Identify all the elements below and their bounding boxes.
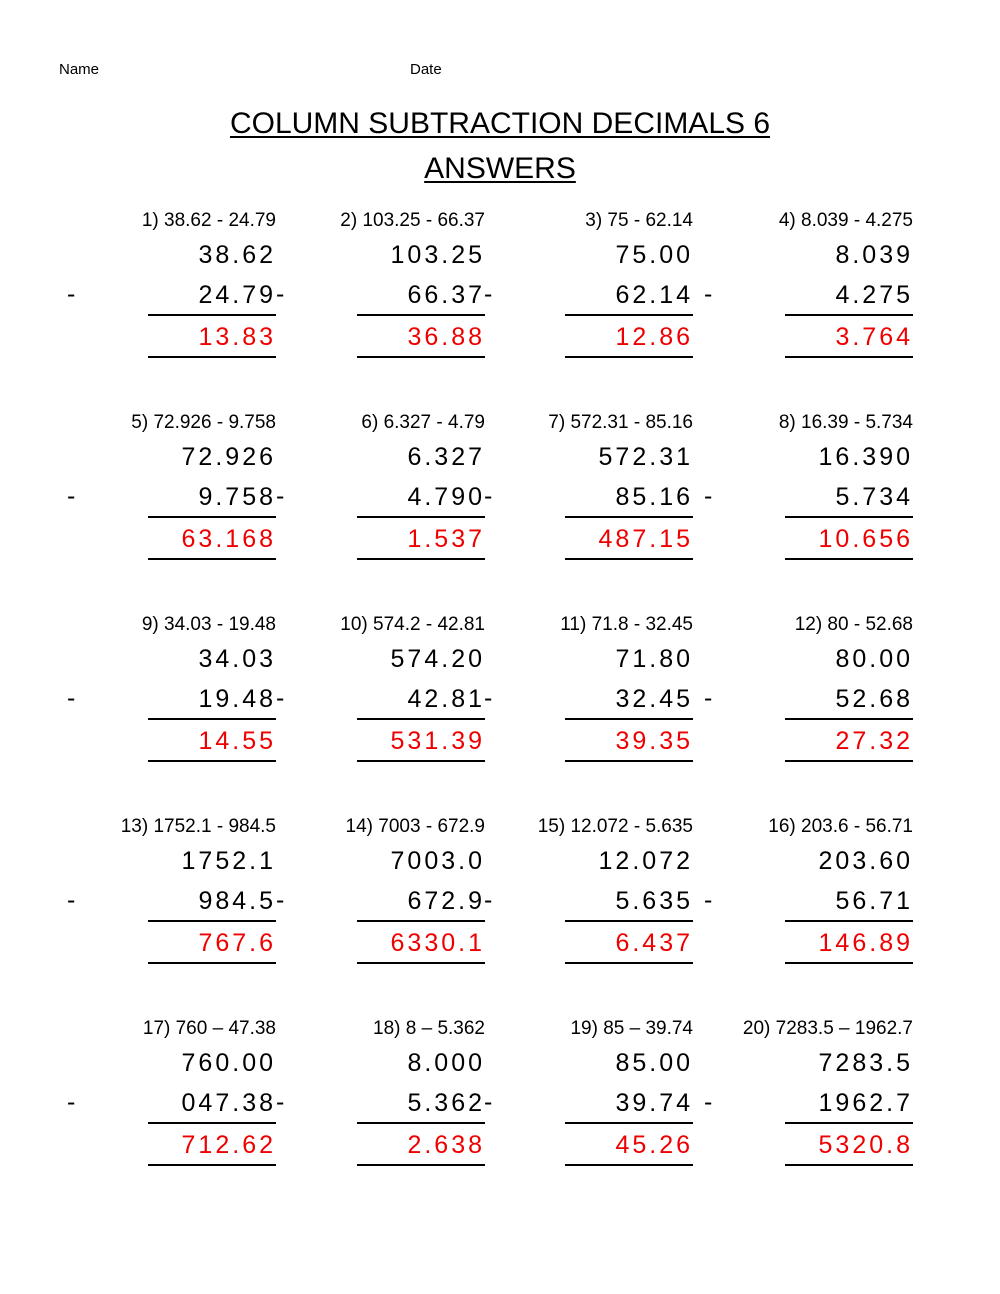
- operation-line: [357, 314, 485, 316]
- minus-sign: -: [484, 1088, 493, 1116]
- problem-expression: 19) 85 – 39.74: [570, 1018, 693, 1039]
- subtrahend: 5.734: [835, 483, 913, 511]
- answer-line: [565, 356, 693, 358]
- problem-expression: 3) 75 - 62.14: [585, 210, 693, 231]
- minus-sign: -: [276, 482, 285, 510]
- answer-line: [148, 1164, 276, 1166]
- answer: 12.86: [615, 323, 693, 351]
- problem-17: [67, 1018, 276, 1208]
- minuend: 6.327: [407, 443, 485, 471]
- problem-13: [67, 816, 276, 1006]
- answer: 13.83: [198, 323, 276, 351]
- minuend: 1752.1: [181, 847, 276, 875]
- minus-sign: -: [484, 886, 493, 914]
- minus-sign: -: [704, 280, 713, 308]
- minus-sign: -: [67, 886, 76, 914]
- minuend: 16.390: [818, 443, 913, 471]
- subtrahend: 9.758: [198, 483, 276, 511]
- subtrahend: 85.16: [615, 483, 693, 511]
- problem-expression: 2) 103.25 - 66.37: [340, 210, 485, 231]
- answer: 39.35: [615, 727, 693, 755]
- answer: 63.168: [181, 525, 276, 553]
- subtrahend: 984.5: [198, 887, 276, 915]
- minuend: 103.25: [390, 241, 485, 269]
- answer-line: [357, 760, 485, 762]
- operation-line: [565, 516, 693, 518]
- problem-20: [704, 1018, 913, 1208]
- minus-sign: -: [704, 482, 713, 510]
- answer-line: [785, 558, 913, 560]
- minus-sign: -: [276, 886, 285, 914]
- answer-line: [565, 1164, 693, 1166]
- problem-11: [484, 614, 693, 804]
- title-line-1: COLUMN SUBTRACTION DECIMALS 6: [229, 107, 771, 140]
- answer-line: [357, 558, 485, 560]
- operation-line: [148, 718, 276, 720]
- minuend: 574.20: [390, 645, 485, 673]
- minus-sign: -: [67, 280, 76, 308]
- problem-15: [484, 816, 693, 1006]
- minus-sign: -: [67, 482, 76, 510]
- operation-line: [565, 1122, 693, 1124]
- minuend: 85.00: [615, 1049, 693, 1077]
- answer: 5320.8: [818, 1131, 913, 1159]
- problem-8: [704, 412, 913, 602]
- problem-4: [704, 210, 913, 400]
- minuend: 75.00: [615, 241, 693, 269]
- answer-line: [148, 356, 276, 358]
- minus-sign: -: [484, 482, 493, 510]
- answer: 2.638: [407, 1131, 485, 1159]
- minus-sign: -: [276, 280, 285, 308]
- minus-sign: -: [67, 684, 76, 712]
- problem-expression: 11) 71.8 - 32.45: [560, 614, 693, 635]
- answer-line: [785, 962, 913, 964]
- problem-3: [484, 210, 693, 400]
- subtrahend: 32.45: [615, 685, 693, 713]
- operation-line: [785, 516, 913, 518]
- subtrahend: 1962.7: [818, 1089, 913, 1117]
- operation-line: [357, 516, 485, 518]
- minuend: 760.00: [181, 1049, 276, 1077]
- minuend: 7283.5: [818, 1049, 913, 1077]
- problem-expression: 18) 8 – 5.362: [373, 1018, 485, 1039]
- operation-line: [565, 718, 693, 720]
- answer: 10.656: [818, 525, 913, 553]
- answer: 146.89: [818, 929, 913, 957]
- problem-12: [704, 614, 913, 804]
- operation-line: [785, 920, 913, 922]
- answer: 767.6: [198, 929, 276, 957]
- operation-line: [357, 718, 485, 720]
- minus-sign: -: [484, 684, 493, 712]
- minus-sign: -: [67, 1088, 76, 1116]
- problem-expression: 20) 7283.5 – 1962.7: [742, 1018, 913, 1039]
- problem-expression: 6) 6.327 - 4.79: [361, 412, 485, 433]
- subtrahend: 62.14: [615, 281, 693, 309]
- minuend: 203.60: [818, 847, 913, 875]
- minuend: 80.00: [835, 645, 913, 673]
- name-label: Name: [59, 61, 100, 78]
- subtrahend: 24.79: [198, 281, 276, 309]
- minuend: 71.80: [615, 645, 693, 673]
- minuend: 38.62: [198, 241, 276, 269]
- minuend: 72.926: [181, 443, 276, 471]
- answer-line: [785, 1164, 913, 1166]
- answer: 3.764: [835, 323, 913, 351]
- answer: 6330.1: [390, 929, 485, 957]
- problem-expression: 15) 12.072 - 5.635: [537, 816, 693, 837]
- subtrahend: 19.48: [198, 685, 276, 713]
- problem-10: [276, 614, 485, 804]
- subtrahend: 672.9: [407, 887, 485, 915]
- answer: 712.62: [181, 1131, 276, 1159]
- minuend: 34.03: [198, 645, 276, 673]
- minus-sign: -: [484, 280, 493, 308]
- minus-sign: -: [704, 1088, 713, 1116]
- answer-line: [565, 558, 693, 560]
- problem-9: [67, 614, 276, 804]
- operation-line: [357, 1122, 485, 1124]
- minus-sign: -: [276, 684, 285, 712]
- answer: 14.55: [198, 727, 276, 755]
- answer-line: [357, 962, 485, 964]
- subtrahend: 66.37: [407, 281, 485, 309]
- operation-line: [785, 314, 913, 316]
- problem-18: [276, 1018, 485, 1208]
- answer: 27.32: [835, 727, 913, 755]
- problem-expression: 4) 8.039 - 4.275: [778, 210, 913, 231]
- operation-line: [148, 920, 276, 922]
- operation-line: [785, 1122, 913, 1124]
- answer-line: [148, 558, 276, 560]
- operation-line: [785, 718, 913, 720]
- answer-line: [357, 356, 485, 358]
- answer-line: [785, 356, 913, 358]
- problem-5: [67, 412, 276, 602]
- problem-expression: 8) 16.39 - 5.734: [778, 412, 913, 433]
- problem-14: [276, 816, 485, 1006]
- problem-expression: 14) 7003 - 672.9: [345, 816, 485, 837]
- subtrahend: 39.74: [615, 1089, 693, 1117]
- minus-sign: -: [276, 1088, 285, 1116]
- problem-expression: 7) 572.31 - 85.16: [548, 412, 693, 433]
- answer-line: [565, 760, 693, 762]
- minus-sign: -: [704, 886, 713, 914]
- problem-6: [276, 412, 485, 602]
- operation-line: [565, 314, 693, 316]
- problem-expression: 1) 38.62 - 24.79: [141, 210, 276, 231]
- answer: 1.537: [407, 525, 485, 553]
- problem-expression: 13) 1752.1 - 984.5: [120, 816, 276, 837]
- answer-line: [565, 962, 693, 964]
- problem-2: [276, 210, 485, 400]
- minuend: 7003.0: [390, 847, 485, 875]
- problem-19: [484, 1018, 693, 1208]
- problem-expression: 12) 80 - 52.68: [794, 614, 913, 635]
- date-label: Date: [410, 61, 442, 78]
- answer-line: [357, 1164, 485, 1166]
- answer: 487.15: [598, 525, 693, 553]
- subtrahend: 52.68: [835, 685, 913, 713]
- answer-line: [148, 962, 276, 964]
- subtrahend: 047.38: [181, 1089, 276, 1117]
- subtrahend: 5.635: [615, 887, 693, 915]
- answer: 36.88: [407, 323, 485, 351]
- subtrahend: 4.790: [407, 483, 485, 511]
- problem-expression: 16) 203.6 - 56.71: [768, 816, 913, 837]
- operation-line: [148, 516, 276, 518]
- problem-1: [67, 210, 276, 400]
- problem-16: [704, 816, 913, 1006]
- minuend: 572.31: [598, 443, 693, 471]
- answer-line: [785, 760, 913, 762]
- operation-line: [357, 920, 485, 922]
- subtrahend: 4.275: [835, 281, 913, 309]
- answer: 531.39: [390, 727, 485, 755]
- minuend: 12.072: [598, 847, 693, 875]
- answer: 6.437: [615, 929, 693, 957]
- minus-sign: -: [704, 684, 713, 712]
- problem-7: [484, 412, 693, 602]
- subtrahend: 42.81: [407, 685, 485, 713]
- minuend: 8.000: [407, 1049, 485, 1077]
- answer: 45.26: [615, 1131, 693, 1159]
- problem-expression: 9) 34.03 - 19.48: [141, 614, 276, 635]
- answer-line: [148, 760, 276, 762]
- problem-expression: 17) 760 – 47.38: [142, 1018, 276, 1039]
- problem-expression: 5) 72.926 - 9.758: [131, 412, 276, 433]
- operation-line: [148, 314, 276, 316]
- subtrahend: 5.362: [407, 1089, 485, 1117]
- operation-line: [565, 920, 693, 922]
- problem-expression: 10) 574.2 - 42.81: [340, 614, 485, 635]
- minuend: 8.039: [835, 241, 913, 269]
- title-line-2: ANSWERS: [424, 152, 576, 185]
- subtrahend: 56.71: [835, 887, 913, 915]
- operation-line: [148, 1122, 276, 1124]
